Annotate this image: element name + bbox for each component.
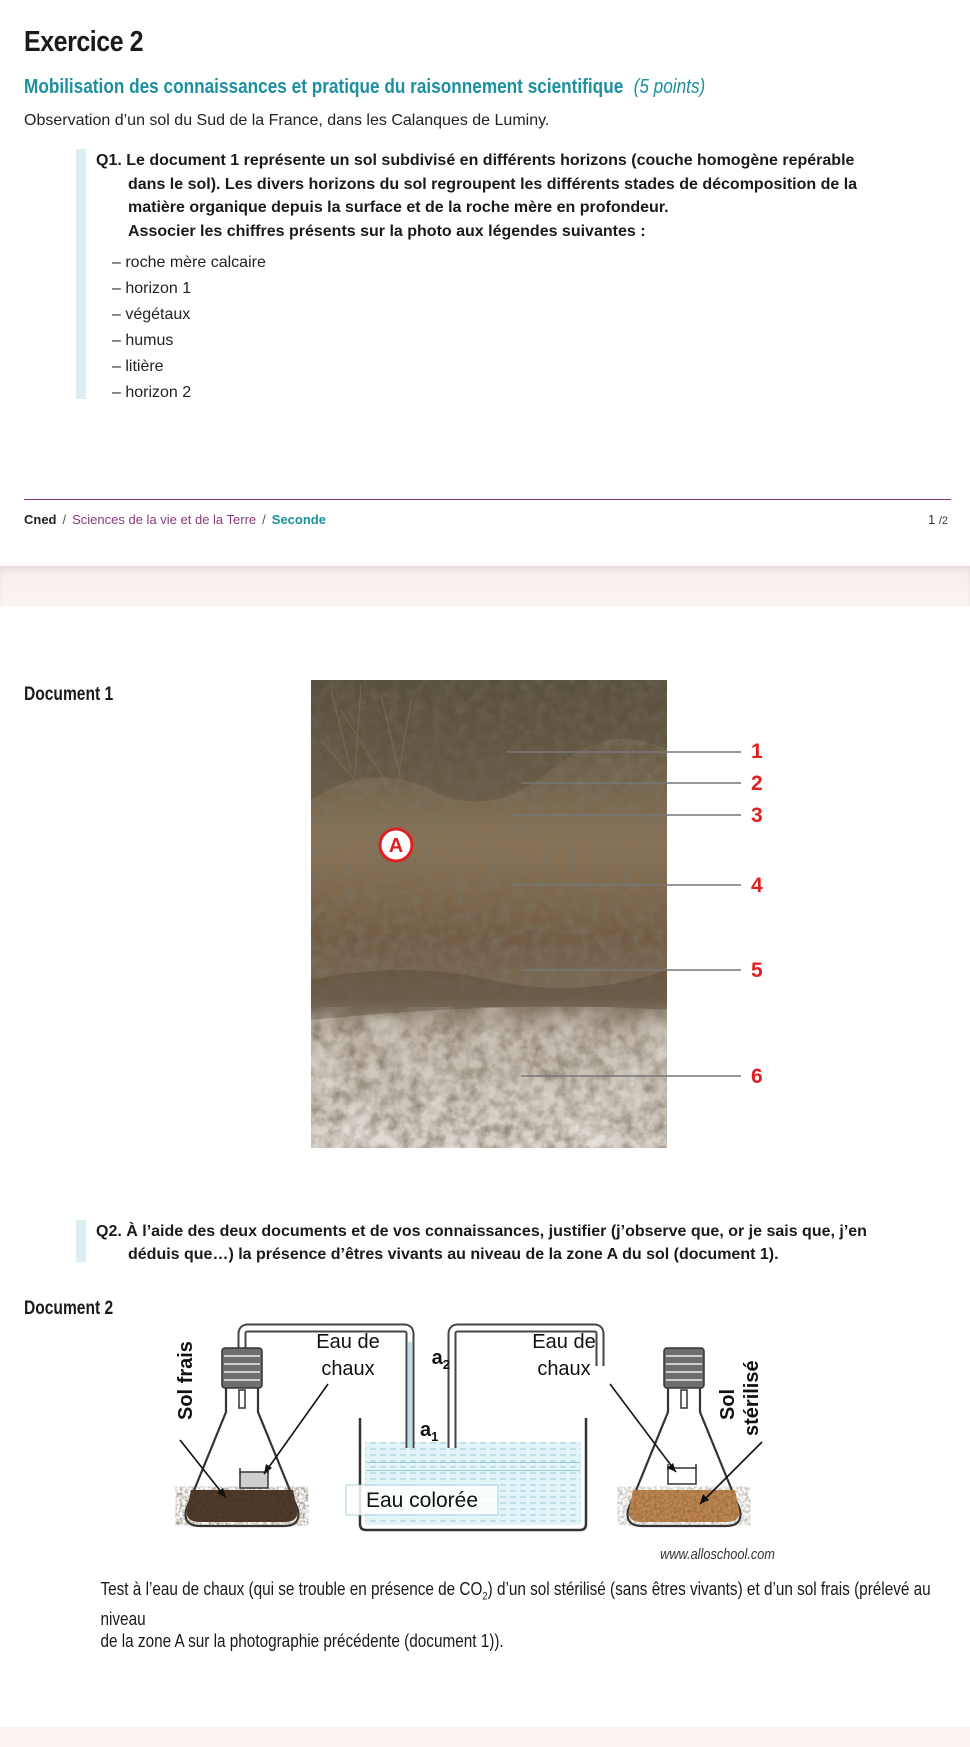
footer-subject: Sciences de la vie et de la Terre: [72, 512, 257, 527]
right-soil-label-2: stérilisé: [741, 1360, 763, 1436]
legend-item: – litière: [112, 358, 164, 375]
document-2-caption: [101, 1578, 968, 1652]
footer-separator: /: [262, 512, 266, 527]
exercise-title: Exercice 2: [24, 26, 144, 58]
level-a2-sub: 2: [442, 1357, 450, 1372]
caption-part-c: de la zone A sur la photographie précédente (document 1)).: [100, 1630, 504, 1651]
page-bottom-band: [0, 1727, 970, 1747]
points-label: (5 points): [633, 76, 706, 98]
horizon-number-5: 5: [751, 959, 763, 982]
q1-line-2: dans le sol). Les divers horizons du sol regroupent les différents stades de décomposition de la: [128, 175, 858, 193]
document-1-label: Document 1: [24, 684, 114, 705]
page-current: 1: [928, 512, 936, 527]
level-a2-label: [432, 1347, 450, 1372]
q2-number: Q2.: [96, 1223, 122, 1240]
subtitle-text: Mobilisation des connaissances et pratique du raisonnement scientifique: [24, 76, 624, 98]
zone-a-label: A: [388, 835, 404, 857]
q1-line-4: Associer les chiffres présents sur la photo aux légendes suivantes :: [128, 222, 646, 240]
limewater-apparatus-diagram: [160, 1302, 780, 1538]
document-2-label: Document 2: [24, 1298, 114, 1319]
left-soil-label: Sol frais: [175, 1341, 197, 1420]
page-number: [928, 512, 948, 527]
footer-separator: /: [62, 512, 67, 527]
question-2: [96, 1220, 916, 1266]
caption-co2-subscript: 2: [482, 1590, 488, 1603]
water-label: Eau colorée: [365, 1489, 479, 1512]
photo-annotations: [311, 680, 771, 1148]
footer-breadcrumb: [24, 512, 326, 527]
legend-item: – roche mère calcaire: [112, 254, 266, 271]
q2-line-2: déduis que…) la présence d’êtres vivants au niveau de la zone A du sol (document 1).: [128, 1246, 779, 1263]
q2-line-1: À l’aide des deux documents et de vos connaissances, justifier (j’observe que, or je sais que, j’en: [126, 1223, 867, 1240]
intro-text: Observation d’un sol du Sud de la France, dans les Calanques de Luminy.: [24, 112, 550, 129]
level-a2-main: a: [431, 1347, 443, 1369]
q1-side-bar: [76, 149, 86, 399]
question-1: [96, 149, 896, 243]
footer-level: Seconde: [271, 512, 326, 527]
right-limewater-label-1: Eau de: [532, 1331, 596, 1353]
horizon-number-1: 1: [751, 740, 763, 763]
horizon-number-6: 6: [751, 1065, 763, 1088]
image-credit: www.alloschool.com: [660, 1546, 775, 1563]
footer-divider: [24, 499, 951, 500]
legend-list: [112, 250, 266, 406]
page-break: [0, 566, 970, 606]
left-limewater-dish: [240, 1472, 268, 1488]
q1-line-1: Le document 1 représente un sol subdivisé en différents horizons (couche homogène repérable: [126, 152, 855, 169]
left-limewater-label-1: Eau de: [316, 1331, 380, 1353]
legend-item: – horizon 1: [112, 280, 192, 297]
legend-item: – humus: [112, 332, 174, 349]
q1-line-3: matière organique depuis la surface et de la roche mère en profondeur.: [128, 199, 669, 216]
right-stopper: [664, 1348, 704, 1388]
caption-part-b: ) d’un sol stérilisé (sans êtres vivants) et d’un sol frais (prélevé au niveau: [100, 1579, 931, 1629]
right-limewater-dish: [668, 1468, 696, 1484]
footer-cned: Cned: [24, 512, 57, 527]
page-total: /2: [938, 515, 949, 527]
left-stopper: [222, 1348, 262, 1388]
level-a1-label: [420, 1419, 438, 1444]
horizon-number-4: 4: [751, 874, 763, 897]
horizon-number-2: 2: [751, 772, 763, 795]
legend-item: – horizon 2: [112, 384, 192, 401]
right-soil-label-1: Sol: [717, 1388, 739, 1420]
level-a1-sub: 1: [431, 1429, 439, 1444]
level-a1-main: a: [420, 1419, 432, 1441]
left-limewater-label-2: chaux: [321, 1358, 375, 1380]
caption-part-a: Test à l’eau de chaux (qui se trouble en présence de CO: [100, 1579, 483, 1599]
exercise-subtitle: [24, 76, 705, 99]
q2-side-bar: [76, 1220, 86, 1262]
right-limewater-label-2: chaux: [537, 1358, 591, 1380]
legend-item: – végétaux: [112, 306, 191, 323]
q1-number: Q1.: [96, 152, 122, 169]
horizon-number-3: 3: [751, 804, 763, 827]
